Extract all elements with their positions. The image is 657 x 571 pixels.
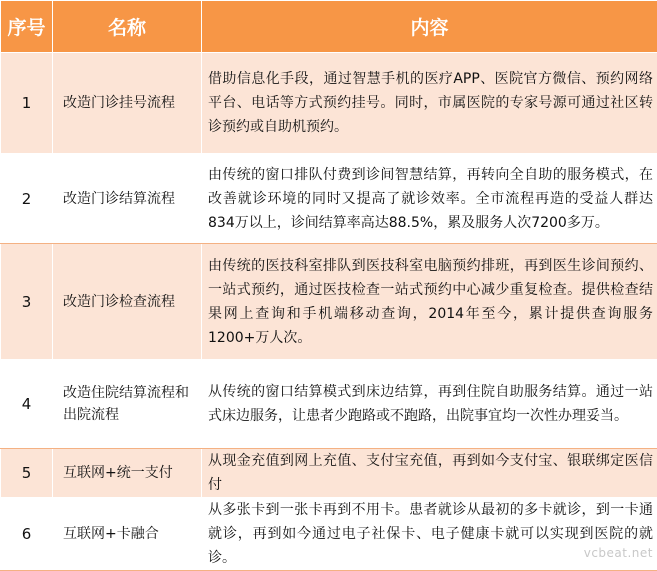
row-name: 改造门诊结算流程	[53, 154, 202, 244]
table-row	[1, 53, 657, 154]
row-number: 4	[1, 360, 53, 449]
header-content: 内容	[202, 1, 657, 53]
row-name: 改造住院结算流程和出院流程	[53, 360, 202, 449]
row-content: 借助信息化手段，通过智慧手机的医疗APP、医院官方微信、预约网络平台、电话等方式预约挂号。同时，市属医院的专家号源可通过社区转诊预约或自助机预约。	[202, 53, 657, 154]
table-row	[1, 154, 657, 244]
table-row	[1, 244, 657, 360]
row-number: 3	[1, 244, 53, 360]
row-number: 6	[1, 498, 53, 571]
header-row	[1, 1, 657, 53]
table-row	[1, 498, 657, 571]
row-content: 由传统的窗口排队付费到诊间智慧结算，再转向全自助的服务模式，在改善就诊环境的同时又提高了就诊效率。全市流程再造的受益人群达834万以上，诊间结算率高达88.5%，累及服务人次7200多万。	[202, 154, 657, 244]
watermark-text: vcbeat.net	[584, 546, 653, 560]
table-row	[1, 449, 657, 498]
header-serial: 序号	[1, 1, 53, 53]
row-name: 互联网+统一支付	[53, 449, 202, 498]
row-content: 由传统的医技科室排队到医技科室电脑预约排班，再到医生诊间预约、一站式预约，通过医技检查一站式预约中心减少重复检查。提供检查结果网上查询和手机端移动查询，2014年至今，累计提供查询服务1200+万人次。	[202, 244, 657, 360]
row-content: 从多张卡到一张卡再到不用卡。患者就诊从最初的多卡就诊，到一卡通就诊，再到如今通过电子社保卡、电子健康卡就可以实现到医院的就诊。	[202, 498, 657, 571]
header-name: 名称	[53, 1, 202, 53]
row-number: 2	[1, 154, 53, 244]
row-number: 5	[1, 449, 53, 498]
row-number: 1	[1, 53, 53, 154]
row-content: 从现金充值到网上充值、支付宝充值，再到如今支付宝、银联绑定医信付	[202, 449, 657, 498]
row-name: 改造门诊检查流程	[53, 244, 202, 360]
row-content: 从传统的窗口结算模式到床边结算，再到住院自助服务结算。通过一站式床边服务，让患者少跑路或不跑路，出院事宜均一次性办理妥当。	[202, 360, 657, 449]
row-name: 互联网+卡融合	[53, 498, 202, 571]
table-row	[1, 360, 657, 449]
row-name: 改造门诊挂号流程	[53, 53, 202, 154]
